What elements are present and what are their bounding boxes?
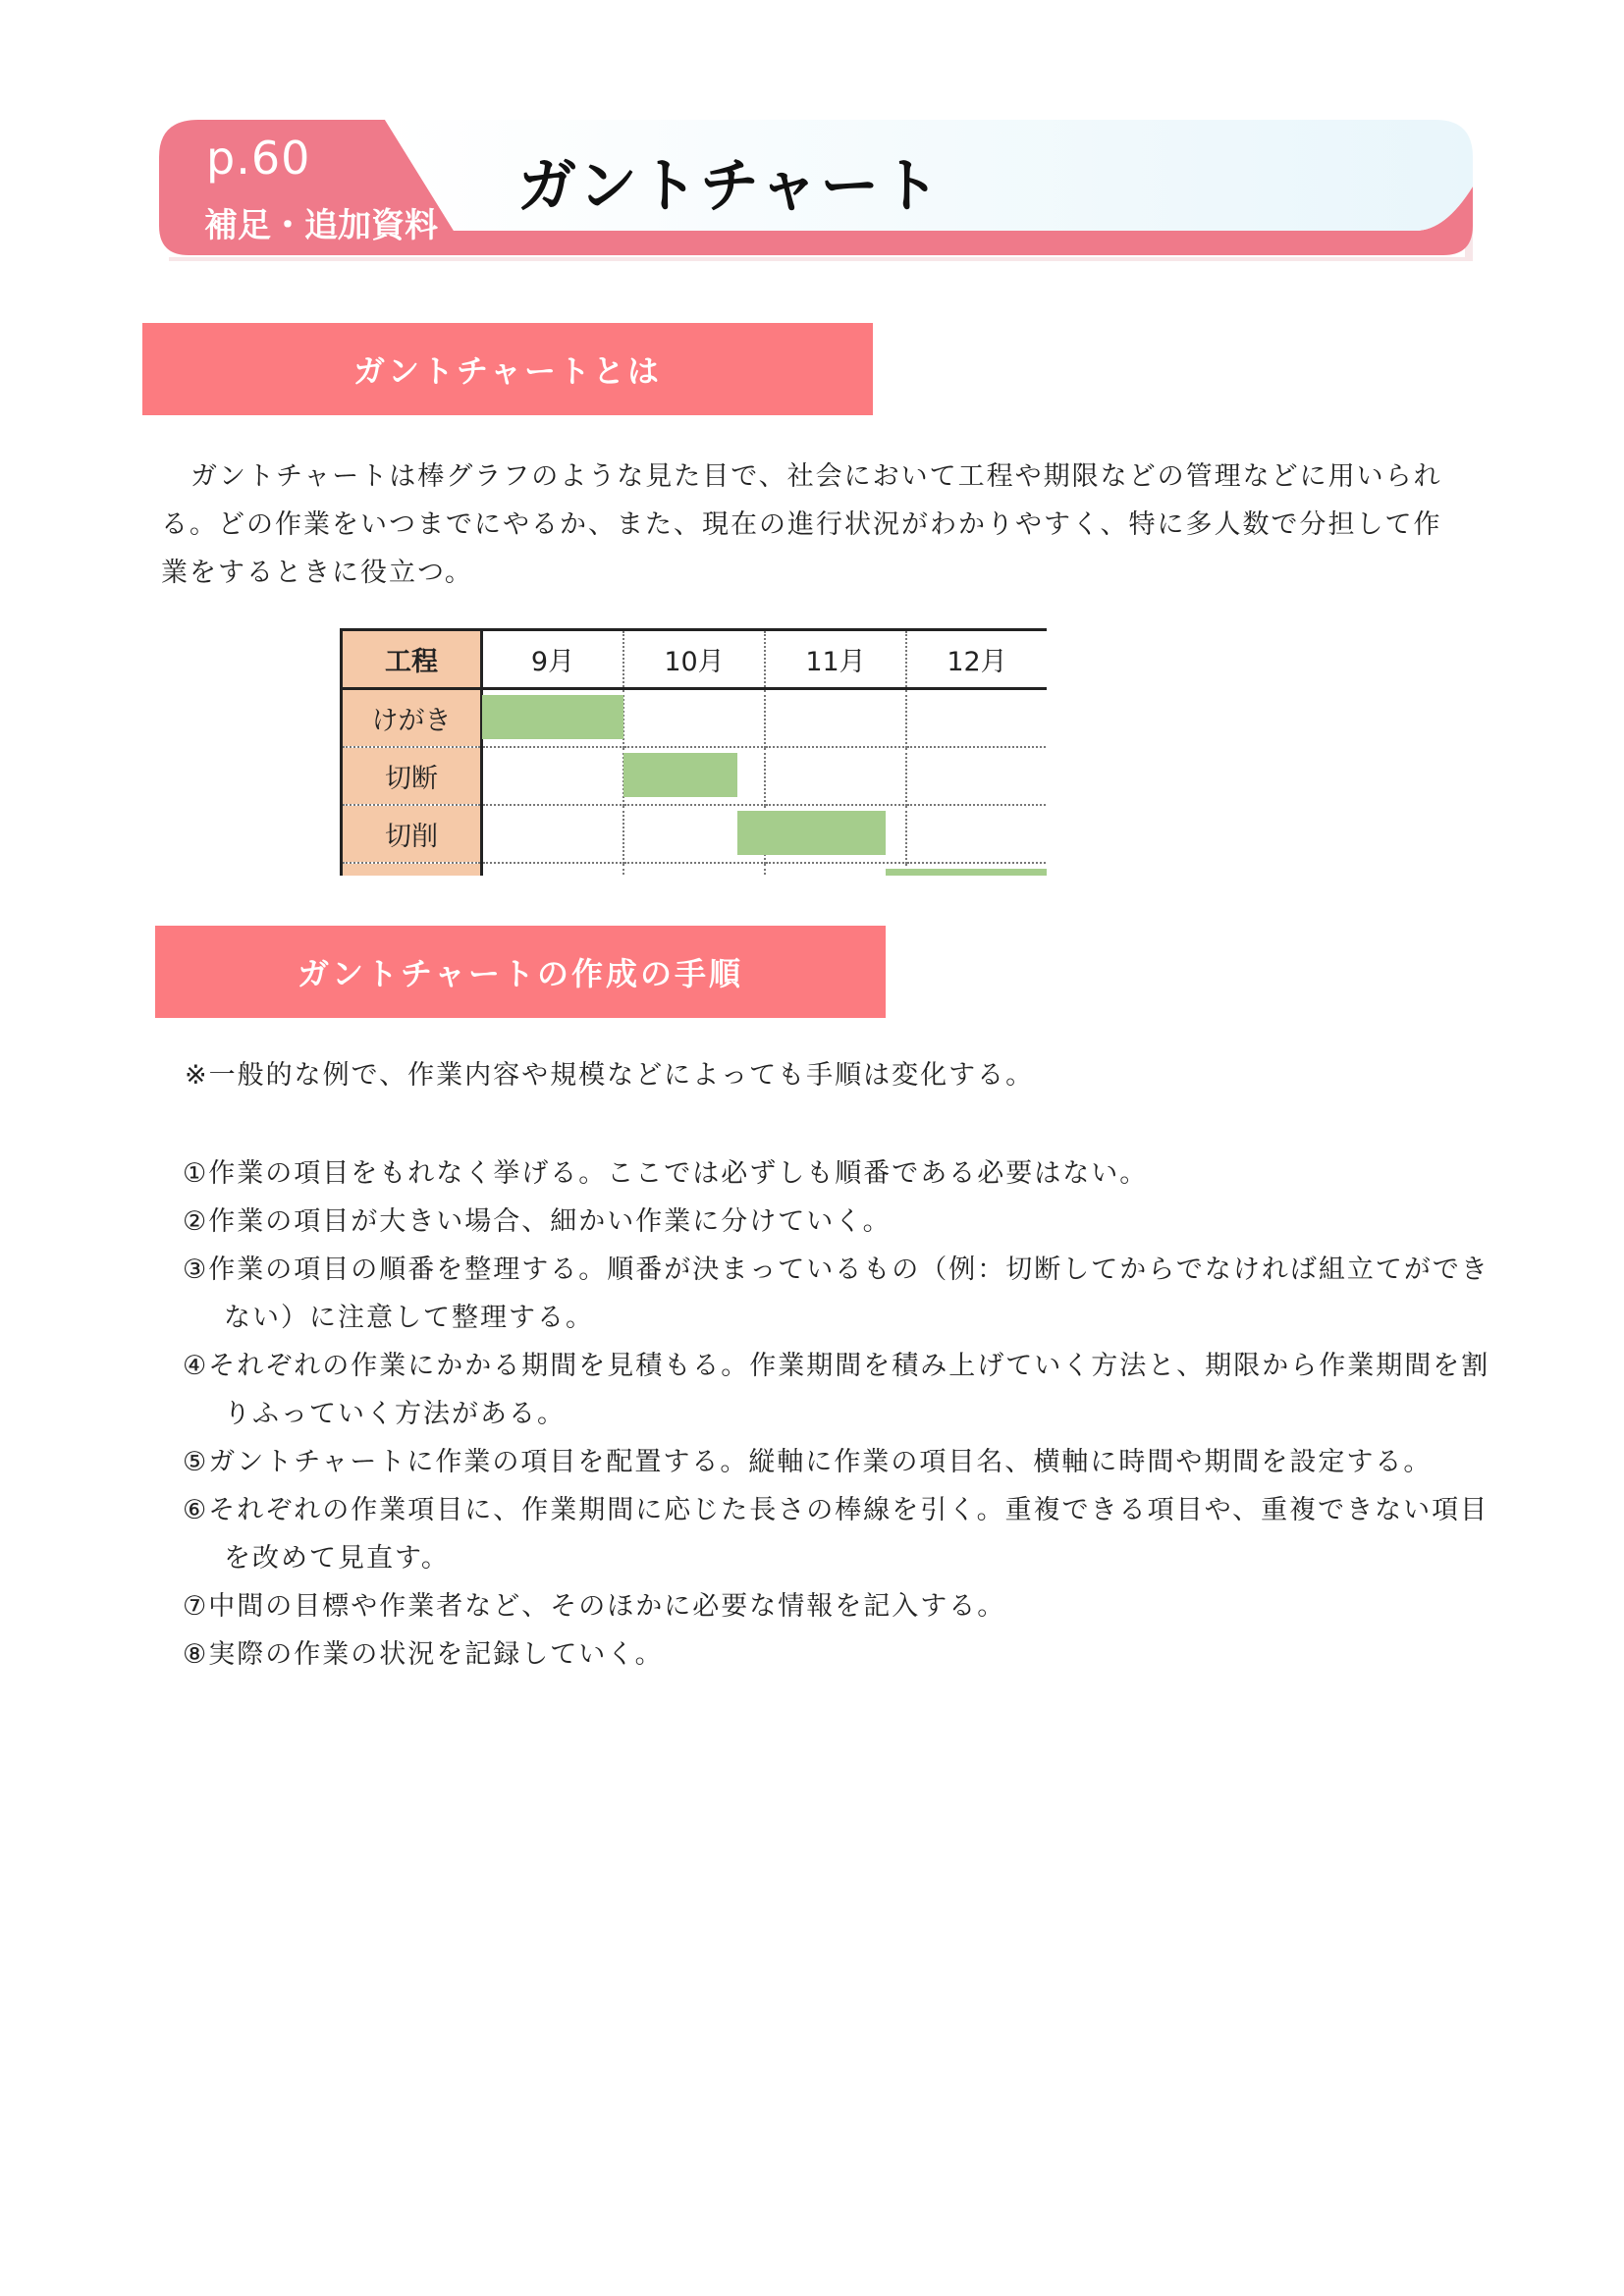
gantt-task-label: けがき — [342, 689, 482, 748]
gantt-chart-figure — [340, 628, 1047, 876]
gantt-bar — [482, 695, 624, 740]
page-number: p.60 — [206, 132, 311, 185]
gantt-header-row — [342, 630, 1048, 689]
page-subtitle: 補足・追加資料 — [204, 206, 438, 245]
gantt-month-header: 10月 — [623, 630, 765, 689]
gantt-month-header: 11月 — [765, 630, 906, 689]
procedure-step: ⑦中間の目標や作業者など、そのほかに必要な情報を記入する。 — [183, 1591, 1006, 1622]
gantt-task-label: 切断 — [342, 747, 482, 805]
procedure-steps-list — [183, 1149, 1490, 1679]
procedure-step: ①作業の項目をもれなく挙げる。ここでは必ずしも順番である必要はない。 — [183, 1158, 1149, 1189]
gantt-task-label — [342, 863, 482, 876]
section-heading-what-is-gantt: ガントチャートとは — [142, 323, 873, 415]
procedure-step: ③作業の項目の順番を整理する。順番が決まっているもの（例：切断してからでなければ組立てができない）に注意して整理する。 — [183, 1255, 1489, 1333]
gantt-task-label: 切削 — [342, 805, 482, 863]
page-header-banner — [159, 118, 1473, 261]
gantt-task-row — [342, 805, 1048, 863]
intro-paragraph — [161, 453, 1457, 597]
procedure-step: ②作業の項目が大きい場合、細かい作業に分けていく。 — [183, 1206, 892, 1237]
procedure-step: ⑤ガントチャートに作業の項目を配置する。縦軸に作業の項目名、横軸に時間や期間を設定する。 — [183, 1447, 1433, 1477]
gantt-table — [340, 628, 1047, 876]
section-heading-how-to-make: ガントチャートの作成の手順 — [155, 926, 886, 1018]
page-title: ガントチャート — [517, 152, 943, 221]
gantt-header-label: 工程 — [342, 630, 482, 689]
gantt-month-header: 12月 — [906, 630, 1047, 689]
gantt-month-header: 9月 — [482, 630, 624, 689]
gantt-task-row — [342, 689, 1048, 748]
gantt-bar — [623, 753, 737, 797]
procedure-step: ④それぞれの作業にかかる期間を見積もる。作業期間を積み上げていく方法と、期限から作業期間を割りふっていく方法がある。 — [183, 1351, 1490, 1429]
intro-paragraph-text: ガントチャートは棒グラフのような見た目で、社会において工程や期限などの管理などに用いられる。どの作業をいつまでにやるか、また、現在の進行状況がわかりやすく、特に多人数で分担して作業をするときに役立つ。 — [161, 461, 1442, 588]
procedure-note: ※一般的な例で、作業内容や規模などによっても手順は変化する。 — [185, 1060, 1035, 1091]
gantt-bar — [737, 811, 887, 855]
procedure-step: ⑧実際の作業の状況を記録していく。 — [183, 1639, 664, 1670]
gantt-bar — [886, 869, 1047, 876]
procedure-step: ⑥それぞれの作業項目に、作業期間に応じた長さの棒線を引く。重複できる項目や、重複できない項目を改めて見直す。 — [183, 1495, 1489, 1574]
